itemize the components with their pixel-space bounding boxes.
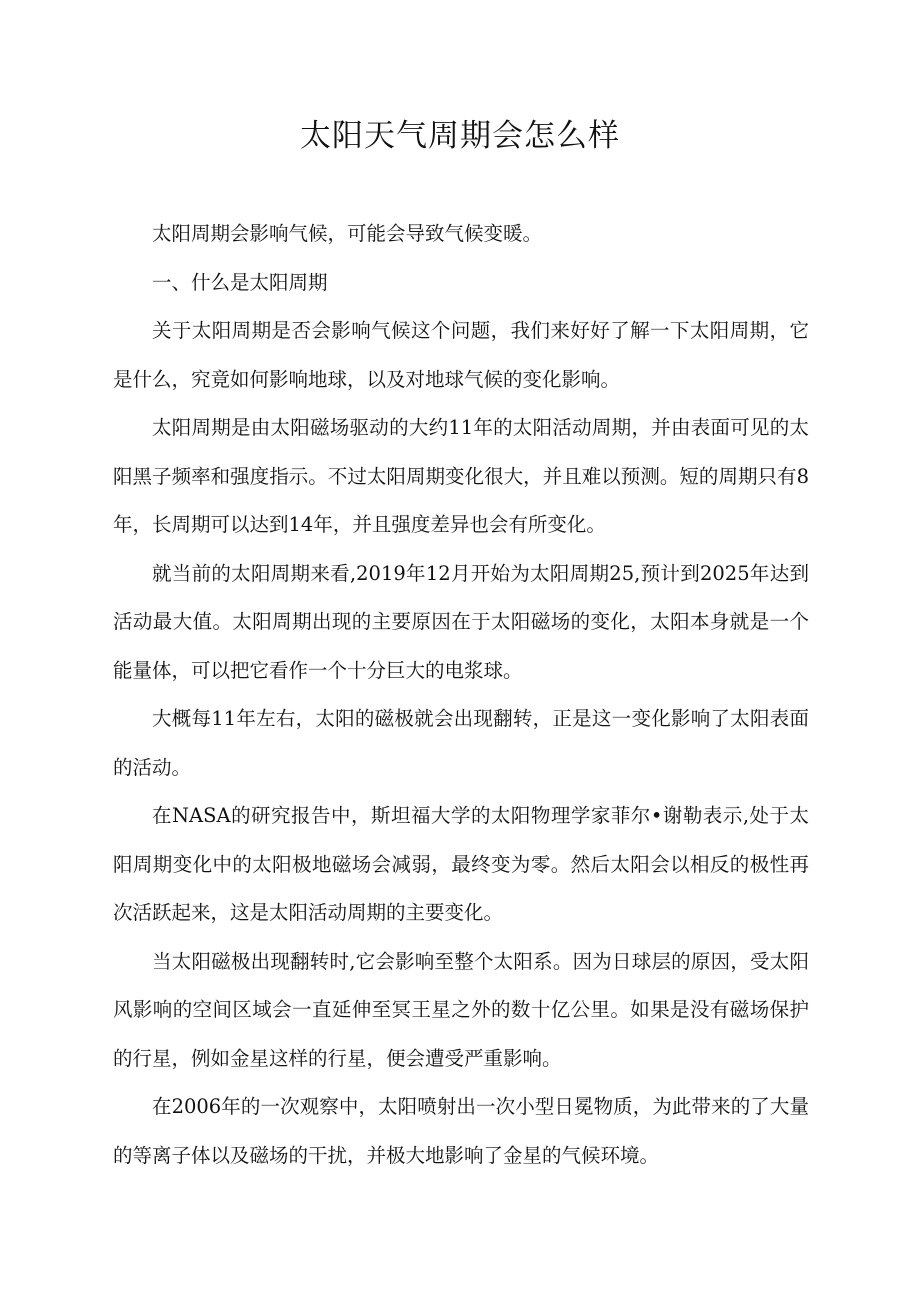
paragraph: 大概每11年左右，太阳的磁极就会出现翻转，正是这一变化影响了太阳表面的活动。	[113, 707, 809, 779]
paragraph: 太阳周期是由太阳磁场驱动的大约11年的太阳活动周期，并由表面可见的太阳黑子频率和强度指示。不过太阳周期变化很大，并且难以预测。短的周期只有8年，长周期可以达到14年，并且强度差异也会有所变化。	[113, 416, 809, 536]
document-title: 太阳天气周期会怎么样	[300, 118, 620, 154]
paragraph: 在NASA的研究报告中，斯坦福大学的太阳物理学家菲尔•谢勒表示,处于太阳周期变化中的太阳极地磁场会减弱，最终变为零。然后太阳会以相反的极性再次活跃起来，这是太阳活动周期的主要变化。	[113, 804, 809, 924]
document-body	[113, 210, 809, 1180]
section-heading-what-is-solar-cycle: 一、什么是太阳周期	[152, 270, 328, 294]
paragraph-intro: 太阳周期会影响气候，可能会导致气候变暖。	[152, 222, 543, 245]
paragraph: 当太阳磁极出现翻转时,它会影响至整个太阳系。因为日球层的原因，受太阳风影响的空间区域会一直延伸至冥王星之外的数十亿公里。如果是没有磁场保护的行星，例如金星这样的行星，便会遭受严重影响。	[113, 949, 809, 1070]
paragraph: 就当前的太阳周期来看,2019年12月开始为太阳周期25,预计到2025年达到活动最大值。太阳周期出现的主要原因在于太阳磁场的变化，太阳本身就是一个能量体，可以把它看作一个十分巨大的电浆球。	[113, 561, 809, 682]
paragraph: 关于太阳周期是否会影响气候这个问题，我们来好好了解一下太阳周期，它是什么，究竟如何影响地球，以及对地球气候的变化影响。	[113, 319, 809, 391]
paragraph: 在2006年的一次观察中，太阳喷射出一次小型日冕物质，为此带来的了大量的等离子体以及磁场的干扰，并极大地影响了金星的气候环境。	[113, 1095, 809, 1167]
